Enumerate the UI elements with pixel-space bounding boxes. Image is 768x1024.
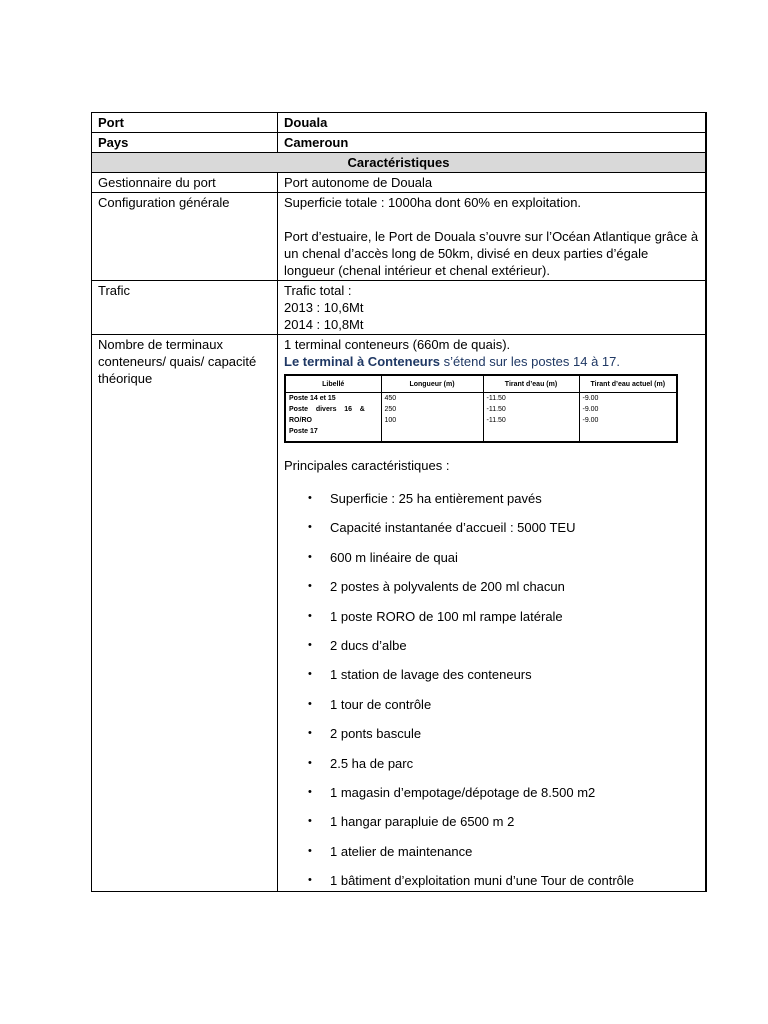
list-item: • 1 atelier de maintenance bbox=[330, 843, 699, 872]
postes-cell: 450 bbox=[381, 393, 483, 405]
postes-cell: 250 bbox=[381, 404, 483, 415]
list-item: • 1 bâtiment d’exploitation muni d’une Tour de contrôle bbox=[330, 872, 699, 890]
postes-cell bbox=[381, 426, 483, 442]
value-pays: Cameroun bbox=[278, 133, 706, 153]
section-title: Caractéristiques bbox=[92, 153, 706, 173]
postes-header: Tirant d’eau (m) bbox=[483, 375, 579, 393]
row-configuration bbox=[92, 193, 707, 281]
postes-header-row bbox=[285, 375, 677, 393]
row-terminaux bbox=[92, 335, 707, 892]
row-port bbox=[92, 113, 707, 133]
postes-cell: Poste 17 bbox=[285, 426, 381, 442]
postes-row bbox=[285, 426, 677, 442]
list-item: • 1 tour de contrôle bbox=[330, 696, 699, 725]
label-configuration: Configuration générale bbox=[92, 193, 278, 281]
value-port: Douala bbox=[278, 113, 706, 133]
postes-cell: -11.50 bbox=[483, 415, 579, 426]
row-pays bbox=[92, 133, 707, 153]
row-trafic bbox=[92, 281, 707, 335]
row-section bbox=[92, 153, 707, 173]
postes-row bbox=[285, 393, 677, 405]
postes-cell: -9.00 bbox=[579, 415, 677, 426]
postes-row bbox=[285, 404, 677, 415]
configuration-line1: Superficie totale : 1000ha dont 60% en exploitation. bbox=[284, 195, 582, 210]
label-terminaux: Nombre de terminaux conteneurs/ quais/ capacité théorique bbox=[92, 335, 278, 892]
list-item: • Capacité instantanée d’accueil : 5000 TEU bbox=[330, 519, 699, 548]
list-item: • Superficie : 25 ha entièrement pavés bbox=[330, 490, 699, 519]
value-trafic bbox=[278, 281, 706, 335]
terminaux-line1: 1 terminal conteneurs (660m de quais). bbox=[284, 337, 511, 352]
value-configuration bbox=[278, 193, 706, 281]
postes-row bbox=[285, 415, 677, 426]
port-info-table bbox=[91, 112, 707, 892]
postes-cell: 100 bbox=[381, 415, 483, 426]
label-trafic: Trafic bbox=[92, 281, 278, 335]
postes-header: Longueur (m) bbox=[381, 375, 483, 393]
list-item: • 2 postes à polyvalents de 200 ml chacun bbox=[330, 578, 699, 607]
list-item: • 600 m linéaire de quai bbox=[330, 549, 699, 578]
value-gestionnaire: Port autonome de Douala bbox=[278, 173, 706, 193]
caracteristiques-title: Principales caractéristiques : bbox=[284, 458, 450, 473]
terminal-description: s’étend sur les postes 14 à 17. bbox=[440, 354, 620, 369]
features-list bbox=[284, 490, 699, 890]
list-item: • 2 ducs d’albe bbox=[330, 637, 699, 666]
postes-header: Libellé bbox=[285, 375, 381, 393]
postes-cell: -9.00 bbox=[579, 404, 677, 415]
postes-cell bbox=[483, 426, 579, 442]
list-item: • 2 ponts bascule bbox=[330, 725, 699, 754]
postes-cell: Poste 14 et 15 bbox=[285, 393, 381, 405]
list-item: • 2.5 ha de parc bbox=[330, 755, 699, 784]
terminal-name: Le terminal à Conteneurs bbox=[284, 354, 441, 369]
configuration-para2: Port d’estuaire, le Port de Douala s’ouvre sur l’Océan Atlantique grâce à un chenal d’accès long de 50km, divisé en deux parties d’égale longueur (chenal intérieur et chenal extérieur). bbox=[284, 229, 699, 278]
label-gestionnaire: Gestionnaire du port bbox=[92, 173, 278, 193]
trafic-line: Trafic total : bbox=[284, 283, 352, 298]
list-item: • 1 station de lavage des conteneurs bbox=[330, 666, 699, 695]
postes-cell: -11.50 bbox=[483, 404, 579, 415]
trafic-line: 2014 : 10,8Mt bbox=[284, 317, 364, 332]
value-terminaux bbox=[278, 335, 706, 892]
trafic-line: 2013 : 10,6Mt bbox=[284, 300, 364, 315]
label-port: Port bbox=[92, 113, 278, 133]
postes-header: Tirant d’eau actuel (m) bbox=[579, 375, 677, 393]
list-item: • 1 magasin d’empotage/dépotage de 8.500 m2 bbox=[330, 784, 699, 813]
label-pays: Pays bbox=[92, 133, 278, 153]
postes-cell: -11.50 bbox=[483, 393, 579, 405]
postes-cell: RO/RO bbox=[285, 415, 381, 426]
row-gestionnaire bbox=[92, 173, 707, 193]
list-item: • 1 poste RORO de 100 ml rampe latérale bbox=[330, 608, 699, 637]
postes-table bbox=[284, 374, 678, 443]
terminaux-line2 bbox=[284, 353, 699, 370]
postes-cell: -9.00 bbox=[579, 393, 677, 405]
postes-cell: Poste divers 16 & bbox=[285, 404, 381, 415]
list-item: • 1 hangar parapluie de 6500 m 2 bbox=[330, 813, 699, 842]
postes-cell bbox=[579, 426, 677, 442]
